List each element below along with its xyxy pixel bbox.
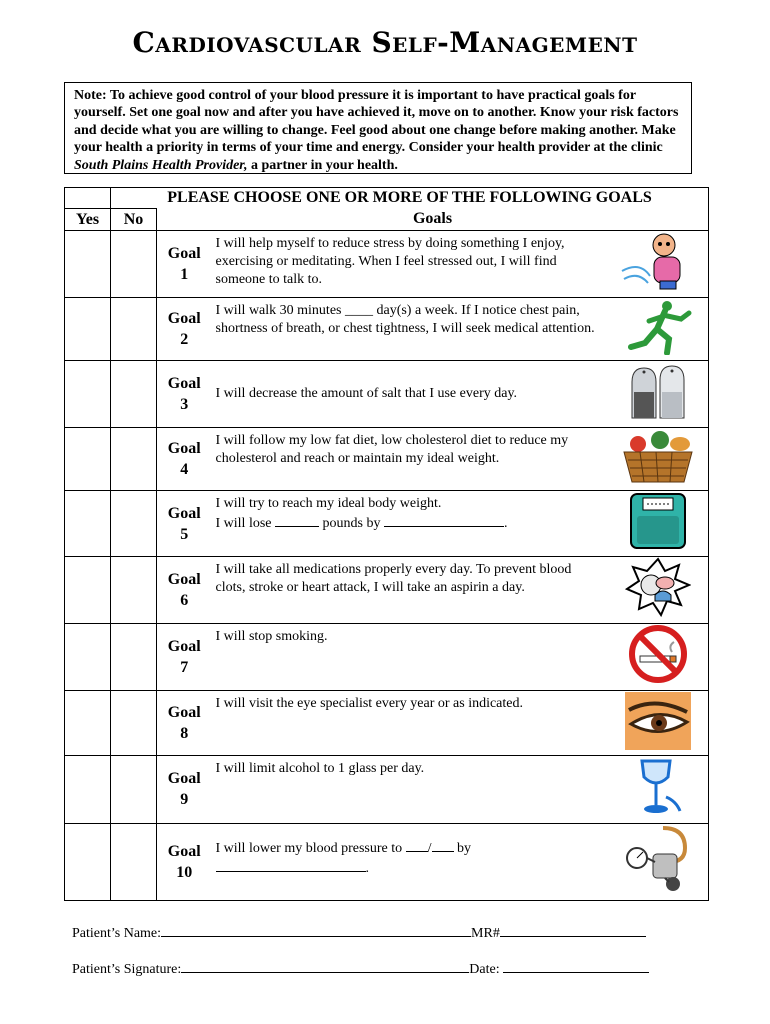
blood-pressure-cuff-icon bbox=[609, 823, 709, 901]
no-checkbox-cell[interactable] bbox=[111, 823, 157, 901]
salt-shaker-icon bbox=[609, 361, 709, 428]
date-label: Date: bbox=[469, 962, 504, 977]
goal-label: Goal 7 bbox=[157, 623, 212, 690]
goal-text-part: / bbox=[427, 840, 432, 856]
goal-text-part: pounds by bbox=[322, 516, 381, 532]
yes-checkbox-cell[interactable] bbox=[65, 428, 111, 491]
running-person-icon bbox=[609, 297, 709, 360]
goal-row bbox=[65, 297, 709, 360]
goals-table bbox=[64, 187, 709, 901]
column-header-no: No bbox=[111, 209, 157, 230]
target-date-blank[interactable] bbox=[216, 858, 366, 872]
yes-checkbox-cell[interactable] bbox=[65, 491, 111, 556]
goal-row bbox=[65, 428, 709, 491]
goal-label: Goal 2 bbox=[157, 297, 212, 360]
no-checkbox-cell[interactable] bbox=[111, 491, 157, 556]
column-header-yes: Yes bbox=[65, 209, 111, 230]
patient-signature-row bbox=[72, 960, 649, 978]
systolic-blank[interactable] bbox=[406, 838, 428, 852]
table-heading: PLEASE CHOOSE ONE OR MORE OF THE FOLLOWING GOALS bbox=[111, 188, 709, 209]
goal-text bbox=[212, 823, 609, 901]
yes-checkbox-cell[interactable] bbox=[65, 297, 111, 360]
goal-text: I will help myself to reduce stress by doing something I enjoy, exercising or meditating. When I feel stressed out, I will find someone to talk to. bbox=[212, 230, 609, 297]
goal-label: Goal 9 bbox=[157, 756, 212, 823]
patient-name-field[interactable] bbox=[161, 924, 471, 937]
goal-label: Goal 10 bbox=[157, 823, 212, 901]
yes-checkbox-cell[interactable] bbox=[65, 230, 111, 297]
note-suffix: a partner in your health. bbox=[247, 157, 398, 173]
goal-label: Goal 6 bbox=[157, 556, 212, 623]
patient-name-row bbox=[72, 924, 646, 942]
no-checkbox-cell[interactable] bbox=[111, 756, 157, 823]
diastolic-blank[interactable] bbox=[432, 838, 454, 852]
goal-text-part: . bbox=[365, 860, 369, 876]
eye-icon bbox=[609, 691, 709, 756]
no-checkbox-cell[interactable] bbox=[111, 691, 157, 756]
no-checkbox-cell[interactable] bbox=[111, 297, 157, 360]
goal-text-part: by bbox=[457, 840, 472, 856]
note-provider: South Plains Health Provider, bbox=[74, 157, 248, 173]
stressed-person-icon bbox=[609, 230, 709, 297]
goal-row bbox=[65, 756, 709, 823]
goal-text-part: I will lower my blood pressure to bbox=[215, 840, 403, 856]
scale-icon bbox=[609, 491, 709, 556]
goal-text: I will stop smoking. bbox=[212, 623, 609, 690]
signature-label: Patient’s Signature: bbox=[72, 962, 182, 977]
no-smoking-icon bbox=[609, 623, 709, 690]
note-box bbox=[64, 82, 692, 174]
goal-row bbox=[65, 230, 709, 297]
goal-text: I will decrease the amount of salt that I use every day. bbox=[212, 361, 609, 428]
goal-row bbox=[65, 691, 709, 756]
goal-label: Goal 1 bbox=[157, 230, 212, 297]
date-field[interactable] bbox=[503, 960, 649, 973]
patient-name-label: Patient’s Name: bbox=[72, 926, 162, 941]
no-checkbox-cell[interactable] bbox=[111, 230, 157, 297]
goal-label: Goal 5 bbox=[157, 491, 212, 556]
yes-checkbox-cell[interactable] bbox=[65, 823, 111, 901]
signature-field[interactable] bbox=[181, 960, 469, 973]
goal-row bbox=[65, 491, 709, 556]
yes-checkbox-cell[interactable] bbox=[65, 691, 111, 756]
goal-row bbox=[65, 361, 709, 428]
no-checkbox-cell[interactable] bbox=[111, 623, 157, 690]
goal-text bbox=[212, 491, 609, 556]
column-header-goals: Goals bbox=[157, 209, 709, 230]
yes-checkbox-cell[interactable] bbox=[65, 623, 111, 690]
goal-text: I will follow my low fat diet, low cholesterol diet to reduce my cholesterol and reach or maintain my ideal weight. bbox=[212, 428, 609, 491]
note-text: Note: To achieve good control of your blood pressure it is important to have practical goals for yourself. Set one goal now and after you have achieved it, move on to another. Know your risk factors and decide what you are willing to change. Feel good about one change before making another. Make your health a priority in terms of your time and energy. Consider your health provider at the clinic bbox=[74, 88, 679, 156]
pounds-blank[interactable] bbox=[275, 513, 319, 527]
date-blank[interactable] bbox=[384, 513, 504, 527]
wine-glass-icon bbox=[609, 756, 709, 823]
goal-text-part: . bbox=[503, 516, 508, 532]
yes-checkbox-cell[interactable] bbox=[65, 556, 111, 623]
goal-label: Goal 8 bbox=[157, 691, 212, 756]
goal-text-part: I will lose bbox=[215, 516, 272, 532]
no-checkbox-cell[interactable] bbox=[111, 556, 157, 623]
goal-text: I will take all medications properly every day. To prevent blood clots, stroke or heart attack, I will take an aspirin a day. bbox=[212, 556, 609, 623]
food-basket-icon bbox=[609, 428, 709, 491]
goal-text: I will visit the eye specialist every year or as indicated. bbox=[212, 691, 609, 756]
page-title: Cardiovascular Self-Management bbox=[132, 26, 638, 59]
goal-row bbox=[65, 623, 709, 690]
goal-label: Goal 4 bbox=[157, 428, 212, 491]
goal-text: I will limit alcohol to 1 glass per day. bbox=[212, 756, 609, 823]
goal-text: I will walk 30 minutes ____ day(s) a week. If I notice chest pain, shortness of breath, or chest tightness, I will seek medical attention. bbox=[212, 297, 609, 360]
pills-icon bbox=[609, 556, 709, 623]
mr-label: MR# bbox=[471, 926, 500, 941]
mr-field[interactable] bbox=[500, 924, 646, 937]
no-checkbox-cell[interactable] bbox=[111, 428, 157, 491]
goal-label: Goal 3 bbox=[157, 361, 212, 428]
yes-checkbox-cell[interactable] bbox=[65, 361, 111, 428]
yes-checkbox-cell[interactable] bbox=[65, 756, 111, 823]
goal-row bbox=[65, 556, 709, 623]
goal-text-line1: I will try to reach my ideal body weight. bbox=[215, 496, 442, 512]
no-checkbox-cell[interactable] bbox=[111, 361, 157, 428]
goal-row bbox=[65, 823, 709, 901]
